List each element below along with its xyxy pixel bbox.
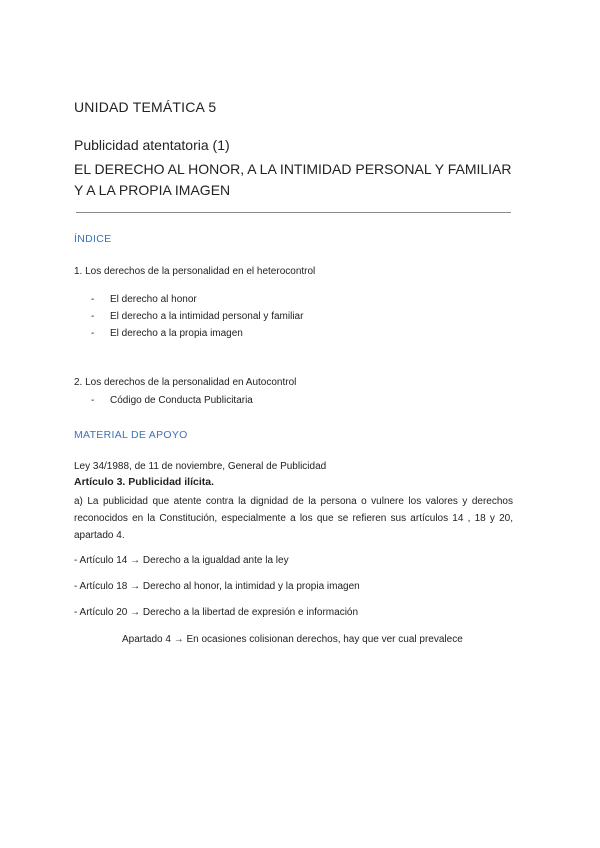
- article-ref: - Artículo 14 → Derecho a la igualdad ante la ley: [74, 555, 289, 566]
- subtitle: Publicidad atentatoria (1): [74, 137, 230, 153]
- bullet-dash: -: [91, 311, 95, 322]
- index-section-2: 2. Los derechos de la personalidad en Autocontrol: [74, 377, 297, 388]
- article-title: Artículo 3. Publicidad ilícita.: [74, 476, 215, 488]
- bullet-dash: -: [91, 395, 95, 406]
- article-paragraph: a) La publicidad que atente contra la dignidad de la persona o vulnere los valores y derechos reconocidos en la Constitución, especialmente a los que se refieren sus artículos 14 , 18 y 20, apartado 4.: [74, 496, 513, 541]
- list-item: El derecho a la intimidad personal y familiar: [110, 311, 304, 322]
- index-section-1: 1. Los derechos de la personalidad en el heterocontrol: [74, 266, 316, 277]
- list-item: El derecho a la propia imagen: [110, 328, 243, 339]
- article-ref: - Artículo 18 → Derecho al honor, la intimidad y la propia imagen: [74, 581, 360, 592]
- divider: [76, 212, 511, 213]
- material-heading: MATERIAL DE APOYO: [74, 429, 188, 441]
- bullet-dash: -: [91, 328, 95, 339]
- list-item: El derecho al honor: [110, 294, 197, 305]
- bullet-dash: -: [91, 294, 95, 305]
- index-heading: ÍNDICE: [74, 233, 112, 245]
- article-ref: - Artículo 20 → Derecho a la libertad de expresión e información: [74, 607, 359, 618]
- page-title: EL DERECHO AL HONOR, A LA INTIMIDAD PERSONAL Y FAMILIAR Y A LA PROPIA IMAGEN: [74, 161, 512, 198]
- law-reference: Ley 34/1988, de 11 de noviembre, General de Publicidad: [74, 461, 327, 472]
- list-item: Código de Conducta Publicitaria: [110, 395, 253, 406]
- note: Apartado 4 → En ocasiones colisionan derechos, hay que ver cual prevalece: [122, 634, 463, 645]
- unit-title: UNIDAD TEMÁTICA 5: [74, 99, 217, 115]
